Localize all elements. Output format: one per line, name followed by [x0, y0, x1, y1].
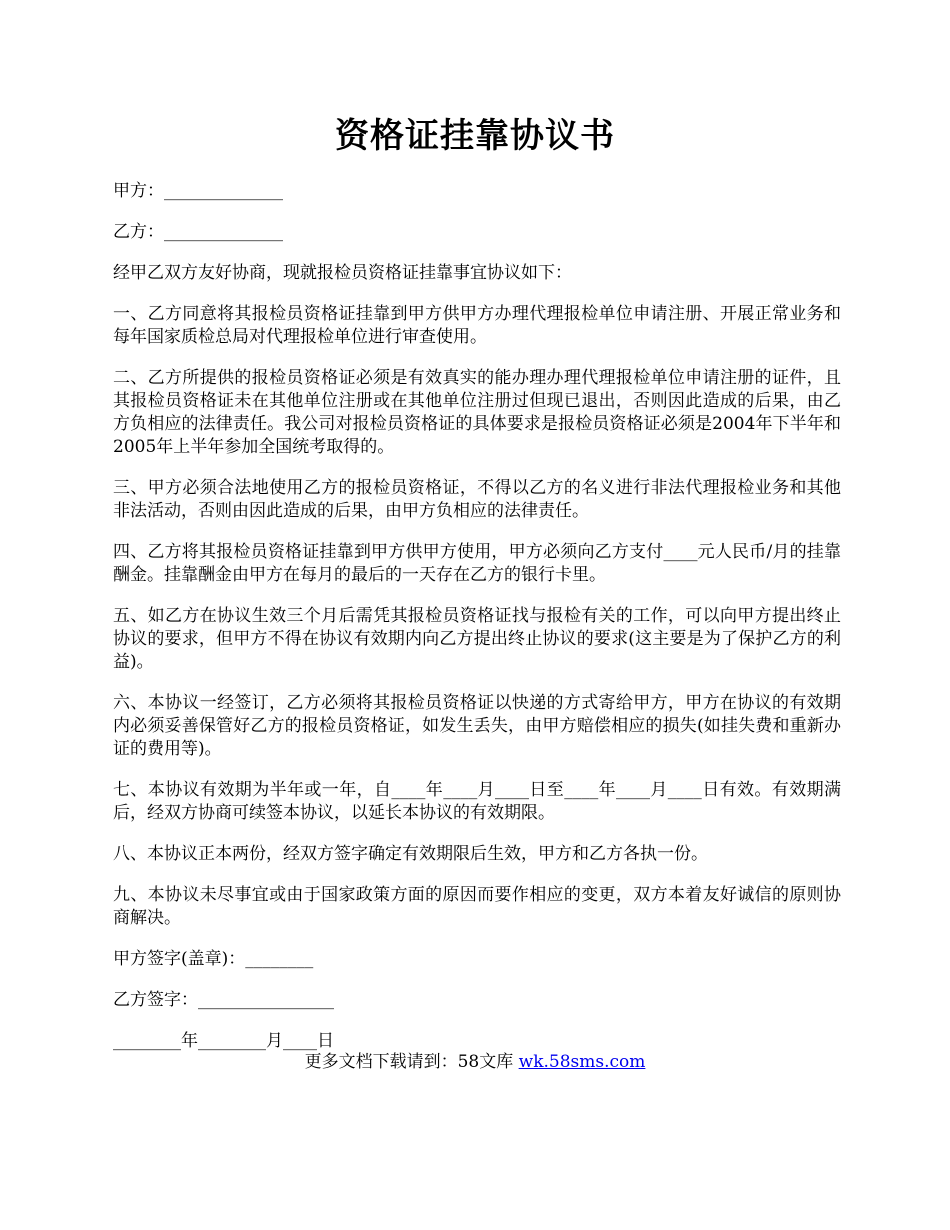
clause-2: 二、乙方所提供的报检员资格证必须是有效真实的能办理办理代理报检单位申请注册的证件，且其报检员资格证未在其他单位注册或在其他单位注册过但现已退出，否则因此造成的后果，由乙方负相应的法律责任。我公司对报检员资格证的具体要求是报检员资格证必须是2004年下半年和2005年上半年参加全国统考取得的。 [113, 368, 841, 457]
footer [0, 1051, 950, 1074]
clause-7: 七、本协议有效期为半年或一年，自____年____月____日至____年____月____日有效。有效期满后，经双方协商可续签本协议，以延长本协议的有效期限。 [113, 780, 841, 823]
clause-5: 五、如乙方在协议生效三个月后需凭其报检员资格证找与报检有关的工作，可以向甲方提出终止协议的要求，但甲方不得在协议有效期内向乙方提出终止协议的要求(这主要是为了保护乙方的利益)。 [113, 606, 841, 672]
party-a-signature: 甲方签字(盖章)：________ [113, 949, 314, 969]
clause-3: 三、甲方必须合法地使用乙方的报检员资格证，不得以乙方的名义进行非法代理报检业务和其他非法活动，否则由因此造成的后果，由甲方负相应的法律责任。 [113, 478, 841, 521]
date-line: ________年________月____日 [113, 1031, 334, 1051]
footer-text: 更多文档下载请到：58文库 [304, 1052, 519, 1072]
footer-link[interactable]: wk.58sms.com [518, 1052, 646, 1072]
clause-6: 六、本协议一经签订，乙方必须将其报检员资格证以快递的方式寄给甲方，甲方在协议的有效期内必须妥善保管好乙方的报检员资格证，如发生丢失，由甲方赔偿相应的损失(如挂失费和重新办证的费用等)。 [113, 693, 841, 759]
document-title: 资格证挂靠协议书 [335, 116, 615, 156]
clause-8: 八、本协议正本两份，经双方签字确定有效期限后生效，甲方和乙方各执一份。 [113, 844, 708, 864]
party-a-line: 甲方：______________ [113, 181, 283, 201]
clause-1: 一、乙方同意将其报检员资格证挂靠到甲方供甲方办理代理报检单位申请注册、开展正常业务和每年国家质检总局对代理报检单位进行审查使用。 [113, 304, 841, 347]
party-b-line: 乙方：______________ [113, 222, 283, 242]
clause-9: 九、本协议未尽事宜或由于国家政策方面的原因而要作相应的变更，双方本着友好诚信的原则协商解决。 [113, 885, 841, 928]
intro-paragraph: 经甲乙双方友好协商，现就报检员资格证挂靠事宜协议如下： [113, 263, 572, 283]
party-b-signature: 乙方签字：________________ [113, 990, 334, 1010]
document-body [113, 180, 841, 1071]
clause-4: 四、乙方将其报检员资格证挂靠到甲方供甲方使用，甲方必须向乙方支付____元人民币/月的挂靠酬金。挂靠酬金由甲方在每月的最后的一天存在乙方的银行卡里。 [113, 542, 841, 585]
